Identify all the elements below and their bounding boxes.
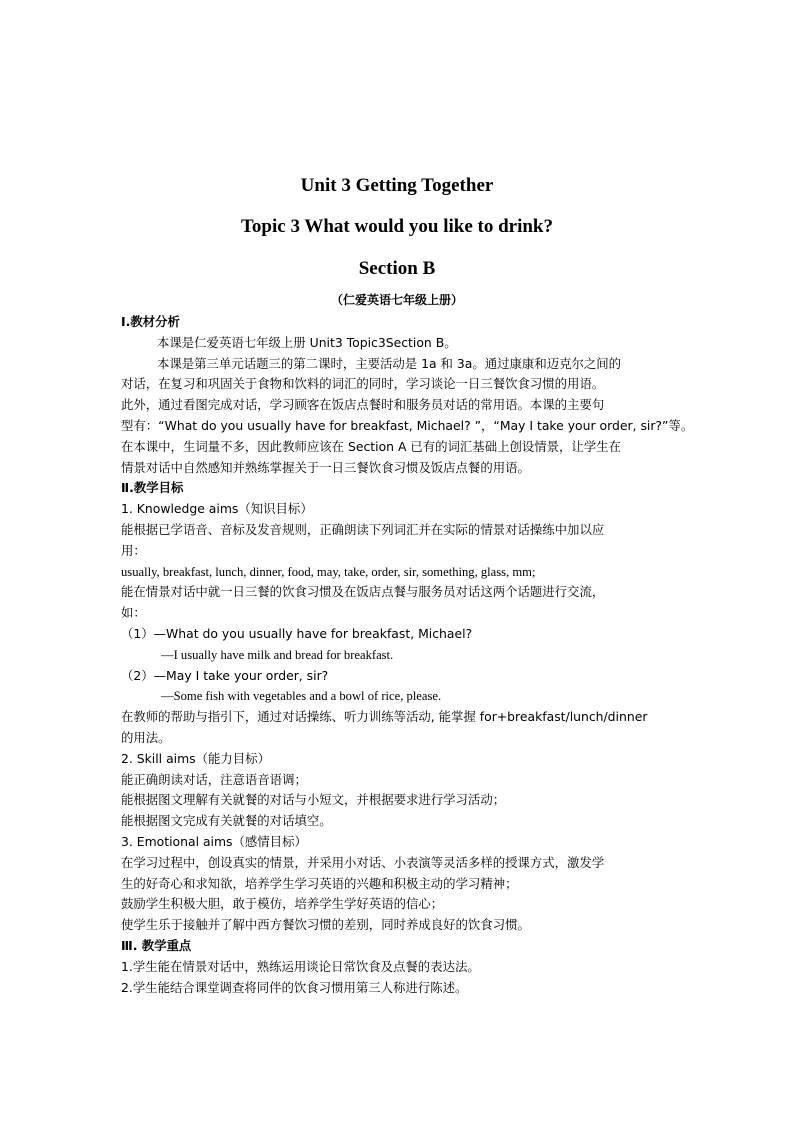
paragraph-line: 如： (121, 605, 146, 621)
subheading-skill-aims: 2. Skill aims（能力目标） (121, 750, 270, 766)
unit-title: Unit 3 Getting Together (300, 175, 494, 196)
subheading-emotional-aims: 3. Emotional aims（感情目标） (121, 833, 307, 849)
paragraph-line: 本课是第三单元话题三的第二课时，主要活动是 1a 和 3a。通过康康和迈克尔之间的 (157, 355, 622, 371)
dialogue-line: —I usually have milk and bread for breakfast. (161, 647, 394, 662)
paragraph-line: 对话，在复习和巩固关于食物和饮料的词汇的同时，学习谈论一日三餐饮食习惯的用语。 (121, 376, 605, 392)
paragraph-line: 能根据图文理解有关就餐的对话与小短文，并根据要求进行学习活动； (121, 792, 506, 808)
paragraph-line: 此外，通过看图完成对话，学习顾客在饭店点餐时和服务员对话的常用语。本课的主要句 (121, 397, 605, 413)
paragraph-line: 生的好奇心和求知欲，培养学生学习英语的兴趣和积极主动的学习精神； (121, 875, 518, 891)
topic-title: Topic 3 What would you like to drink? (240, 216, 553, 237)
paragraph-line: 2.学生能结合课堂调查将同伴的饮食习惯用第三人称进行陈述。 (121, 979, 468, 995)
paragraph-line: 情景对话中自然感知并熟练掌握关于一日三餐饮食习惯及饭店点餐的用语。 (121, 459, 530, 475)
paragraph-line: 能正确朗读对话，注意语音语调； (121, 771, 307, 787)
paragraph-line: 在学习过程中，创设真实的情景，并采用小对话、小表演等灵活多样的授课方式，激发学 (121, 854, 605, 870)
dialogue-line: —Some fish with vegetables and a bowl of rice, please. (161, 689, 442, 704)
dialogue-line: （1）—What do you usually have for breakfast, Michael? (121, 625, 473, 641)
paragraph-line: 在教师的帮助与指引下，通过对话操练、听力训练等活动, 能掌握 for+breakfast/lunch/dinner (121, 709, 648, 725)
paragraph-line: 的用法。 (121, 729, 171, 745)
paragraph-line: 能根据已学语音、音标及发音规则，正确朗读下列词汇并在实际的情景对话操练中加以应 (121, 521, 605, 537)
document-body (121, 312, 694, 998)
paragraph-line: 使学生乐于接触并了解中西方餐饮习惯的差别，同时养成良好的饮食习惯。 (121, 917, 530, 933)
paragraph-line: 鼓励学生积极大胆，敢于模仿，培养学生学好英语的信心； (121, 896, 444, 912)
section-heading-key-points: Ⅲ. 教学重点 (121, 937, 192, 953)
paragraph-line: 1.学生能在情景对话中，熟练运用谈论日常饮食及点餐的表达法。 (121, 958, 480, 974)
section-title: Section B (358, 258, 436, 279)
section-heading-teaching-aims: Ⅱ.教学目标 (121, 480, 184, 496)
paragraph-line: 能在情景对话中就一日三餐的饮食习惯及在饭店点餐与服务员对话这两个话题进行交流， (121, 584, 605, 600)
subheading-knowledge-aims: 1. Knowledge aims（知识目标） (121, 501, 313, 517)
vocabulary-list: usually, breakfast, lunch, dinner, food, may, take, order, sir, something, glass, mm; (121, 564, 536, 579)
textbook-subtitle: （仁爱英语七年级上册） (330, 293, 463, 307)
paragraph-line: 在本课中，生词量不多，因此教师应该在 Section A 已有的词汇基础上创设情景，让学生在 (121, 438, 621, 454)
paragraph-line: 用： (121, 542, 146, 558)
paragraph-line: 本课是仁爱英语七年级上册 Unit3 Topic3Section B。 (157, 334, 457, 350)
section-heading-material-analysis: Ⅰ.教材分析 (121, 314, 180, 329)
dialogue-line: （2）—May I take your order, sir? (121, 667, 329, 683)
paragraph-line: 能根据图文完成有关就餐的对话填空。 (121, 813, 332, 829)
paragraph-line: 型有：“What do you usually have for breakfast, Michael? ”，“May I take your order, sir?”等。 (121, 417, 694, 433)
